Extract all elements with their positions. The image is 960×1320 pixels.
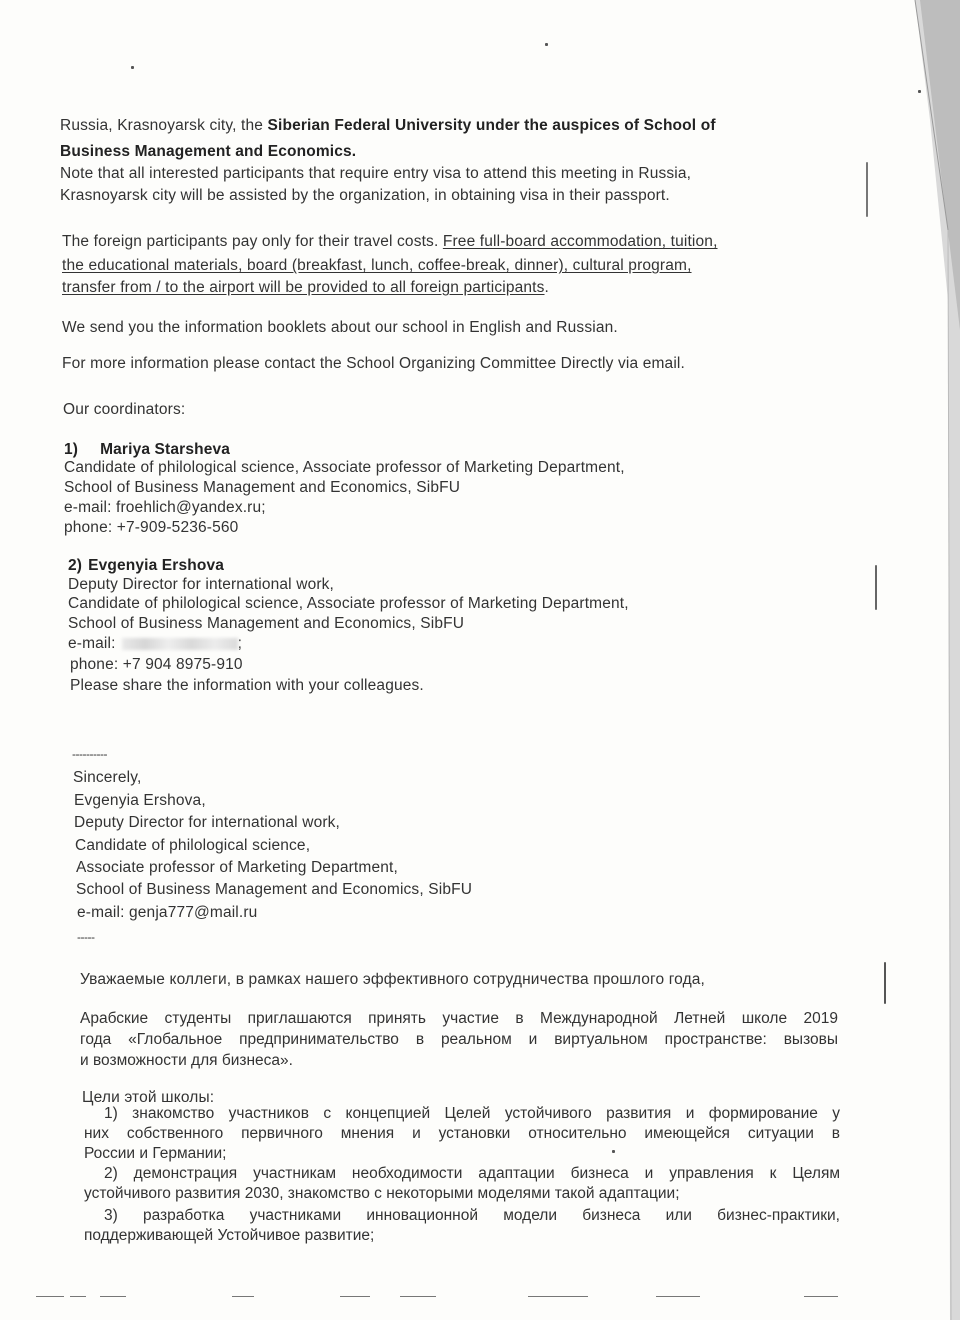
intro-line-4: Krasnoyarsk city will be assisted by the organization, in obtaining visa in their passport.	[60, 187, 670, 204]
ru-goal-2	[84, 1164, 840, 1204]
scan-footer-mark	[656, 1296, 700, 1297]
ru-goal-1-line-1: 1) знакомство участников с концепцией Целей устойчивого развития и формирование у	[104, 1105, 840, 1122]
ru-goal-1-line-3: России и Германии;	[84, 1145, 227, 1162]
signature-sincerely: Sincerely,	[73, 769, 142, 786]
ru-goal-2-line-2: устойчивого развития 2030, знакомство с некоторыми моделями такой адаптации;	[84, 1185, 680, 1202]
ru-goal-1	[84, 1104, 840, 1164]
coordinator-1-name: Mariya Starsheva	[100, 441, 231, 458]
coordinator-2-role: Deputy Director for international work,	[68, 576, 335, 593]
signature-dashes-top: ----------	[72, 747, 107, 761]
ru-goal-3	[84, 1206, 840, 1246]
signature-email: e-mail: genja777@mail.ru	[77, 904, 258, 921]
coordinator-2-heading	[68, 556, 224, 576]
coordinator-1-email: e-mail: froehlich@yandex.ru;	[64, 499, 266, 516]
redacted-email	[122, 638, 238, 650]
costs-free-board: Free full-board accommodation, tuition,	[442, 233, 718, 250]
signature-role: Deputy Director for international work,	[74, 814, 341, 831]
coordinator-1-school: School of Business Management and Economics, SibFU	[64, 479, 461, 496]
scan-footer-mark	[36, 1296, 64, 1297]
ru-invitation-line-1: Арабские студенты приглашаются принять участие в Международной Летней школе 2019	[80, 1010, 838, 1027]
costs-line-1	[62, 232, 718, 252]
scan-footer-mark	[804, 1296, 838, 1297]
signature-dashes-bottom: -----	[77, 930, 95, 944]
costs-period: .	[544, 279, 549, 296]
scan-footer-mark	[340, 1296, 370, 1297]
ru-goal-3-line-1: 3) разработка участниками инновационной модели бизнеса или бизнес-практики,	[104, 1207, 840, 1224]
coordinator-2-phone: phone: +7 904 8975-910	[70, 656, 243, 673]
share-info-text: Please share the information with your colleagues.	[70, 677, 424, 694]
coordinator-1-number: 1)	[64, 441, 79, 458]
costs-transfer: transfer from / to the airport will be provided to all foreign participants	[62, 279, 545, 296]
coordinator-2-number: 2)	[68, 557, 83, 574]
scan-speck	[875, 565, 877, 610]
intro-location: Russia, Krasnoyarsk city, the	[60, 117, 268, 134]
ru-goal-2-line-1: 2) демонстрация участникам необходимости адаптации бизнеса и управления к Целям	[104, 1165, 840, 1182]
ru-goals-heading: Цели этой школы:	[82, 1089, 215, 1106]
coordinator-2-title: Candidate of philological science, Associate professor of Marketing Department,	[68, 595, 629, 612]
scan-footer-mark	[70, 1296, 86, 1297]
coordinator-2-email-end: ;	[237, 635, 243, 652]
signature-degree: Candidate of philological science,	[75, 837, 311, 854]
intro-line-1	[60, 116, 716, 136]
costs-line-2: the educational materials, board (breakfast, lunch, coffee-break, dinner), cultural program,	[62, 257, 692, 274]
scan-speck	[884, 962, 886, 1004]
scan-speck	[131, 66, 134, 69]
signature-name: Evgenyia Ershova,	[74, 792, 206, 809]
costs-travel: The foreign participants pay only for their travel costs.	[62, 233, 443, 250]
scan-speck	[918, 90, 921, 93]
university-name: Siberian Federal University under the auspices of School of	[267, 117, 716, 134]
intro-line-3: Note that all interested participants that require entry visa to attend this meeting in Russia,	[60, 165, 692, 182]
signature-school: School of Business Management and Economics, SibFU	[76, 881, 473, 898]
signature-position: Associate professor of Marketing Department,	[76, 859, 398, 876]
scan-footer-mark	[528, 1296, 588, 1297]
scan-footer-mark	[100, 1296, 126, 1297]
ru-invitation-line-3: и возможности для бизнеса».	[80, 1052, 293, 1069]
ru-invitation-line-2: года «Глобальное предпринимательство в реальном и виртуальном пространстве: вызовы	[80, 1031, 838, 1048]
scan-footer-mark	[400, 1296, 436, 1297]
costs-line-3	[62, 278, 549, 298]
page-edge-shadow	[820, 0, 960, 1320]
coordinator-2-name: Evgenyia Ershova	[88, 557, 225, 574]
coordinator-1-title: Candidate of philological science, Associate professor of Marketing Department,	[64, 459, 625, 476]
coordinator-2-email	[68, 634, 242, 654]
ru-greeting: Уважаемые коллеги, в рамках нашего эффективного сотрудничества прошлого года,	[80, 971, 706, 988]
more-info-text: For more information please contact the School Organizing Committee Directly via email.	[62, 355, 685, 372]
scan-speck	[866, 162, 868, 217]
ru-goal-3-line-2: поддерживающей Устойчивое развитие;	[84, 1227, 375, 1244]
ru-goal-1-line-2: них собственного первичного мнения и установки относительно имеющейся ситуации в	[84, 1125, 840, 1142]
ru-invitation	[80, 1008, 838, 1071]
coordinator-2-school: School of Business Management and Economics, SibFU	[68, 615, 465, 632]
scan-speck	[545, 43, 548, 46]
scan-footer-mark	[232, 1296, 254, 1297]
intro-line-2: Business Management and Economics.	[60, 143, 357, 160]
booklets-text: We send you the information booklets about our school in English and Russian.	[62, 319, 618, 336]
coordinator-2-email-label: e-mail:	[68, 635, 116, 652]
coordinators-heading: Our coordinators:	[63, 401, 186, 418]
coordinator-1-phone: phone: +7-909-5236-560	[64, 519, 239, 536]
coordinator-1-heading	[64, 440, 230, 460]
